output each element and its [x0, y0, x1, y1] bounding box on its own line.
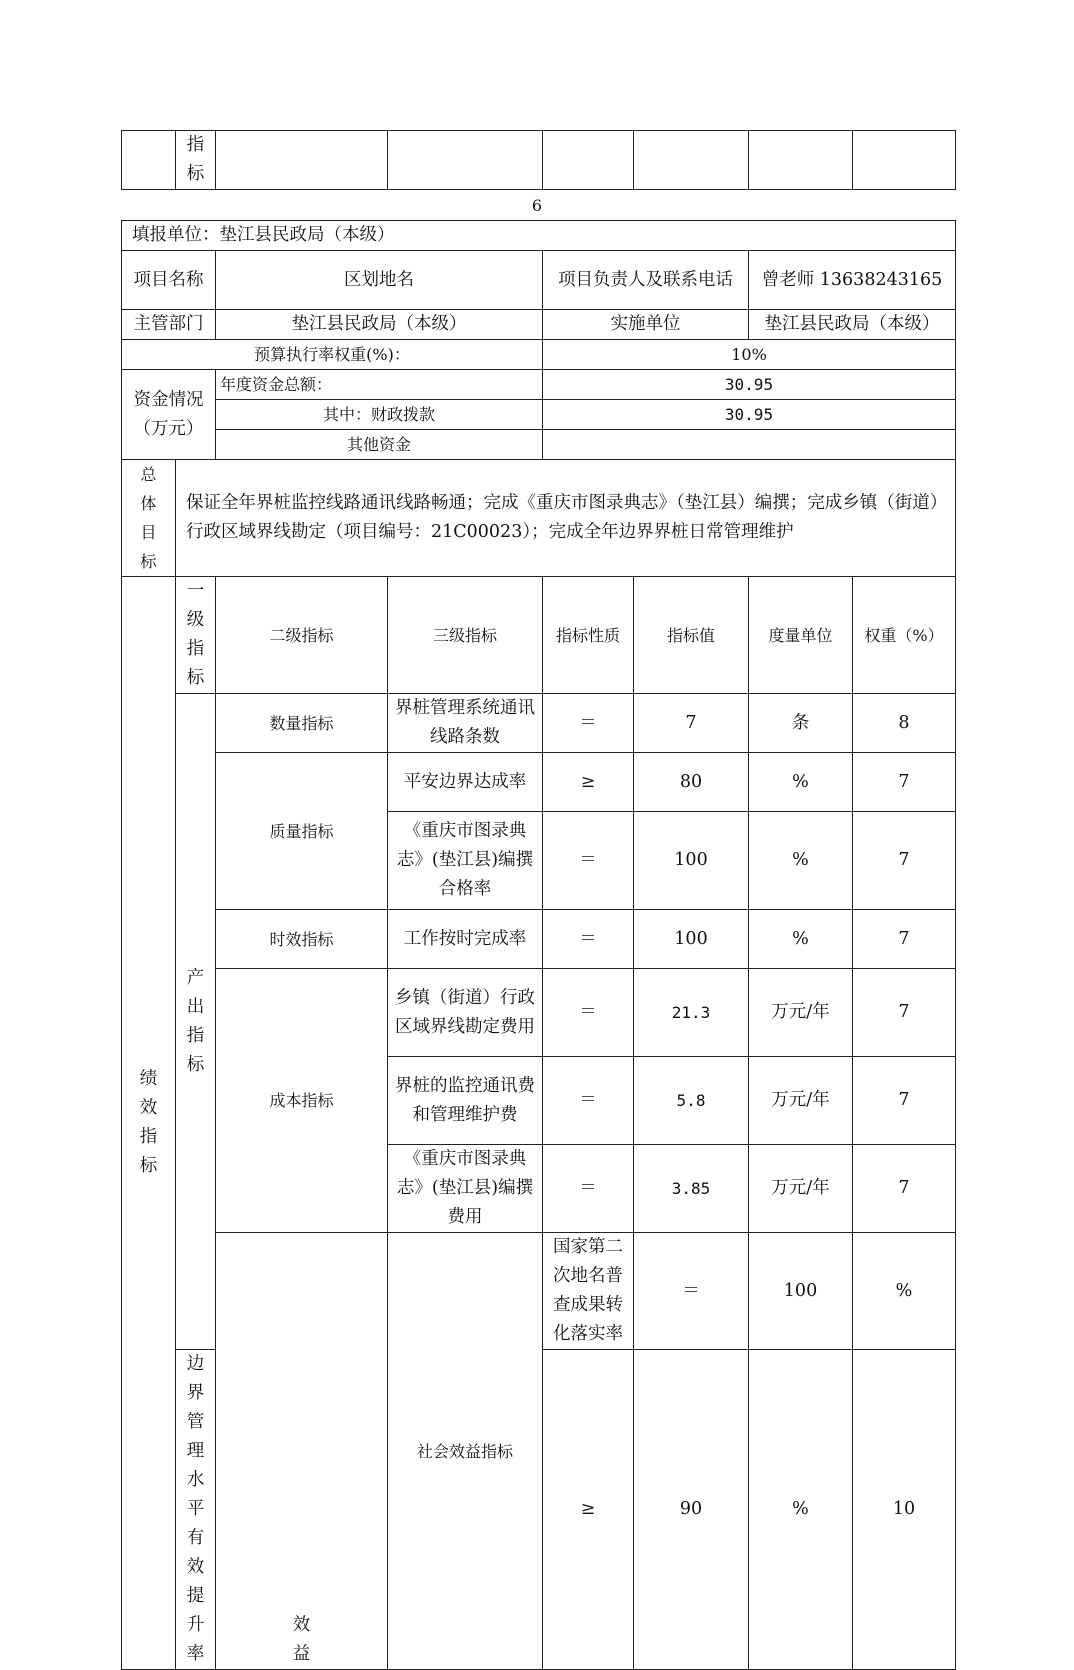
row-nature: ≥	[543, 1350, 634, 1670]
fragment-label: 指 标	[176, 131, 216, 190]
goal-text: 保证全年界桩监控线路通讯线路畅通；完成《重庆市图录典志》（垫江县）编撰；完成乡镇（街道）行政区域界线勘定（项目编号：21C00023）；完成全年边界界桩日常管理维护	[176, 460, 956, 577]
group-quantity: 数量指标	[216, 694, 388, 753]
row-unit: %	[749, 910, 853, 969]
project-name-value: 区划地名	[216, 251, 543, 310]
previous-table-fragment	[121, 130, 956, 190]
dept-label: 主管部门	[122, 310, 216, 340]
row-name: 界桩的监控通讯费和管理维护费	[388, 1057, 543, 1145]
row-name: 《重庆市图录典志》(垫江县)编撰费用	[388, 1145, 543, 1233]
row-name: 平安边界达成率	[388, 753, 543, 812]
row-name: 工作按时完成率	[388, 910, 543, 969]
row-name: 界桩管理系统通讯线路条数	[388, 694, 543, 753]
impl-value: 垫江县民政局（本级）	[749, 310, 956, 340]
row-nature: ＝	[543, 694, 634, 753]
row-unit: %	[853, 1233, 956, 1350]
funds-other-label: 其他资金	[216, 430, 543, 460]
group-cost: 成本指标	[216, 969, 388, 1233]
goal-label: 总 体 目 标	[122, 460, 176, 577]
fragment-cell	[749, 131, 853, 190]
row-weight: 8	[853, 694, 956, 753]
row-weight: 7	[853, 910, 956, 969]
row-value: 5.8	[634, 1057, 749, 1145]
row-weight: 7	[853, 812, 956, 910]
budget-rate-value: 10%	[543, 340, 956, 370]
fragment-cell	[216, 131, 388, 190]
row-weight: 10	[853, 1350, 956, 1670]
row-weight: 7	[853, 753, 956, 812]
row-value: 80	[634, 753, 749, 812]
row-weight: 7	[853, 1145, 956, 1233]
project-name-label: 项目名称	[122, 251, 216, 310]
row-weight: 7	[853, 1057, 956, 1145]
header-weight: 权重（%）	[853, 577, 956, 694]
benefit-indicator-label: 效 益	[216, 1233, 388, 1670]
table-number: 6	[531, 196, 543, 215]
contact-value: 曾老师 13638243165	[749, 251, 956, 310]
row-unit: 万元/年	[749, 1057, 853, 1145]
header-nature: 指标性质	[543, 577, 634, 694]
funds-fiscal-label: 其中：财政拨款	[216, 400, 543, 430]
row-name: 国家第二次地名普查成果转化落实率	[543, 1233, 634, 1350]
funds-total-label: 年度资金总额：	[216, 370, 543, 400]
funds-total-value: 30.95	[543, 370, 956, 400]
funds-other-value	[543, 430, 956, 460]
fragment-cell	[122, 131, 176, 190]
row-value: 3.85	[634, 1145, 749, 1233]
row-weight: 7	[853, 969, 956, 1057]
impl-label: 实施单位	[543, 310, 749, 340]
budget-rate-label: 预算执行率权重(%)：	[122, 340, 543, 370]
row-unit: %	[749, 1350, 853, 1670]
fragment-cell	[543, 131, 634, 190]
row-value: 100	[634, 910, 749, 969]
header-unit: 度量单位	[749, 577, 853, 694]
row-value: 100	[634, 812, 749, 910]
performance-table	[121, 220, 956, 1670]
header-level3: 三级指标	[388, 577, 543, 694]
dept-value: 垫江县民政局（本级）	[216, 310, 543, 340]
header-level1: 一 级 指 标	[176, 577, 216, 694]
header-level2: 二级指标	[216, 577, 388, 694]
row-name: 边界管理水平有效提升率	[176, 1350, 216, 1670]
output-indicator-label: 产 出 指 标	[176, 694, 216, 1350]
row-value: 100	[749, 1233, 853, 1350]
row-nature: ＝	[634, 1233, 749, 1350]
row-unit: 条	[749, 694, 853, 753]
group-quality: 质量指标	[216, 753, 388, 910]
fragment-cell	[634, 131, 749, 190]
row-unit: 万元/年	[749, 1145, 853, 1233]
row-unit: %	[749, 753, 853, 812]
row-value: 90	[634, 1350, 749, 1670]
row-unit: %	[749, 812, 853, 910]
row-unit: 万元/年	[749, 969, 853, 1057]
funds-fiscal-value: 30.95	[543, 400, 956, 430]
fill-unit: 填报单位：垫江县民政局（本级）	[122, 221, 956, 251]
row-name: 乡镇（街道）行政区域界线勘定费用	[388, 969, 543, 1057]
row-nature: ＝	[543, 812, 634, 910]
row-nature: ≥	[543, 753, 634, 812]
row-nature: ＝	[543, 1145, 634, 1233]
fragment-cell	[388, 131, 543, 190]
row-nature: ＝	[543, 910, 634, 969]
fragment-cell	[853, 131, 956, 190]
funds-label: 资金情况（万元）	[122, 370, 216, 460]
group-social: 社会效益指标	[388, 1233, 543, 1670]
contact-label: 项目负责人及联系电话	[543, 251, 749, 310]
row-value: 21.3	[634, 969, 749, 1057]
perf-indicator-label: 绩 效 指 标	[122, 577, 176, 1670]
header-value: 指标值	[634, 577, 749, 694]
row-nature: ＝	[543, 969, 634, 1057]
row-nature: ＝	[543, 1057, 634, 1145]
row-value: 7	[634, 694, 749, 753]
group-timeliness: 时效指标	[216, 910, 388, 969]
row-name: 《重庆市图录典志》(垫江县)编撰合格率	[388, 812, 543, 910]
